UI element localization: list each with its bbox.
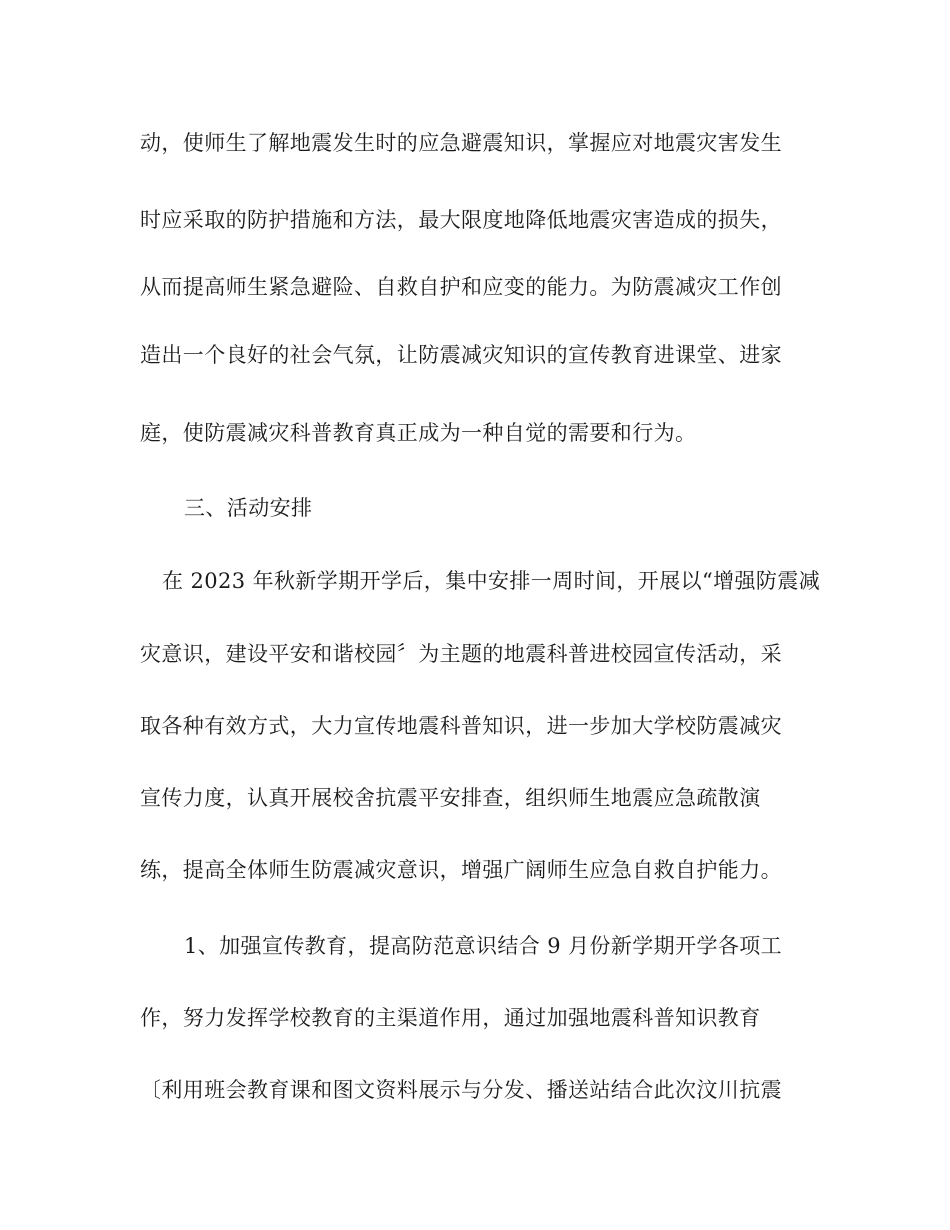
body-text-line: 宣传力度，认真开展校舍抗震平安排查，组织师生地震应急疏散演 — [140, 786, 761, 810]
section-heading: 三、活动安排 — [184, 496, 313, 520]
body-text-line: 取各种有效方式，大力宣传地震科普知识，进一步加大学校防震减灾 — [140, 714, 782, 738]
body-text-line: 从而提高师生紧急避险、自救自护和应变的能力。为防震减灾工作创 — [140, 275, 782, 299]
list-item-line: 1、加强宣传教育，提高防范意识结合 9 月份新学期开学各项工 — [184, 934, 783, 958]
body-text-line: 〔利用班会教育课和图文资料展示与分发、播送站结合此次汶川抗震 — [140, 1078, 782, 1102]
body-text-line: 时应采取的防护措施和方法，最大限度地降低地震灾害造成的损失， — [140, 208, 782, 232]
body-text-line: 练，提高全体师生防震减灾意识，增强广阔师生应急自救自护能力。 — [140, 858, 782, 882]
body-text-line: 庭，使防震减灾科普教育真正成为一种自觉的需要和行为。 — [140, 421, 697, 445]
body-text-line: 作，努力发挥学校教育的主渠道作用，通过加强地震科普知识教育 — [140, 1006, 761, 1030]
body-text-line: 造出一个良好的社会气氛，让防震减灾知识的宣传教育进课堂、进家 — [140, 343, 782, 367]
body-text-line: 动，使师生了解地震发生时的应急避震知识，掌握应对地震灾害发生 — [140, 131, 782, 155]
body-text-line: 灾意识，建设平安和谐校园〞为主题的地震科普进校园宣传活动，采 — [140, 642, 782, 666]
body-text-line: 在 2023 年秋新学期开学后，集中安排一周时间，开展以“增强防震减 — [162, 569, 821, 593]
